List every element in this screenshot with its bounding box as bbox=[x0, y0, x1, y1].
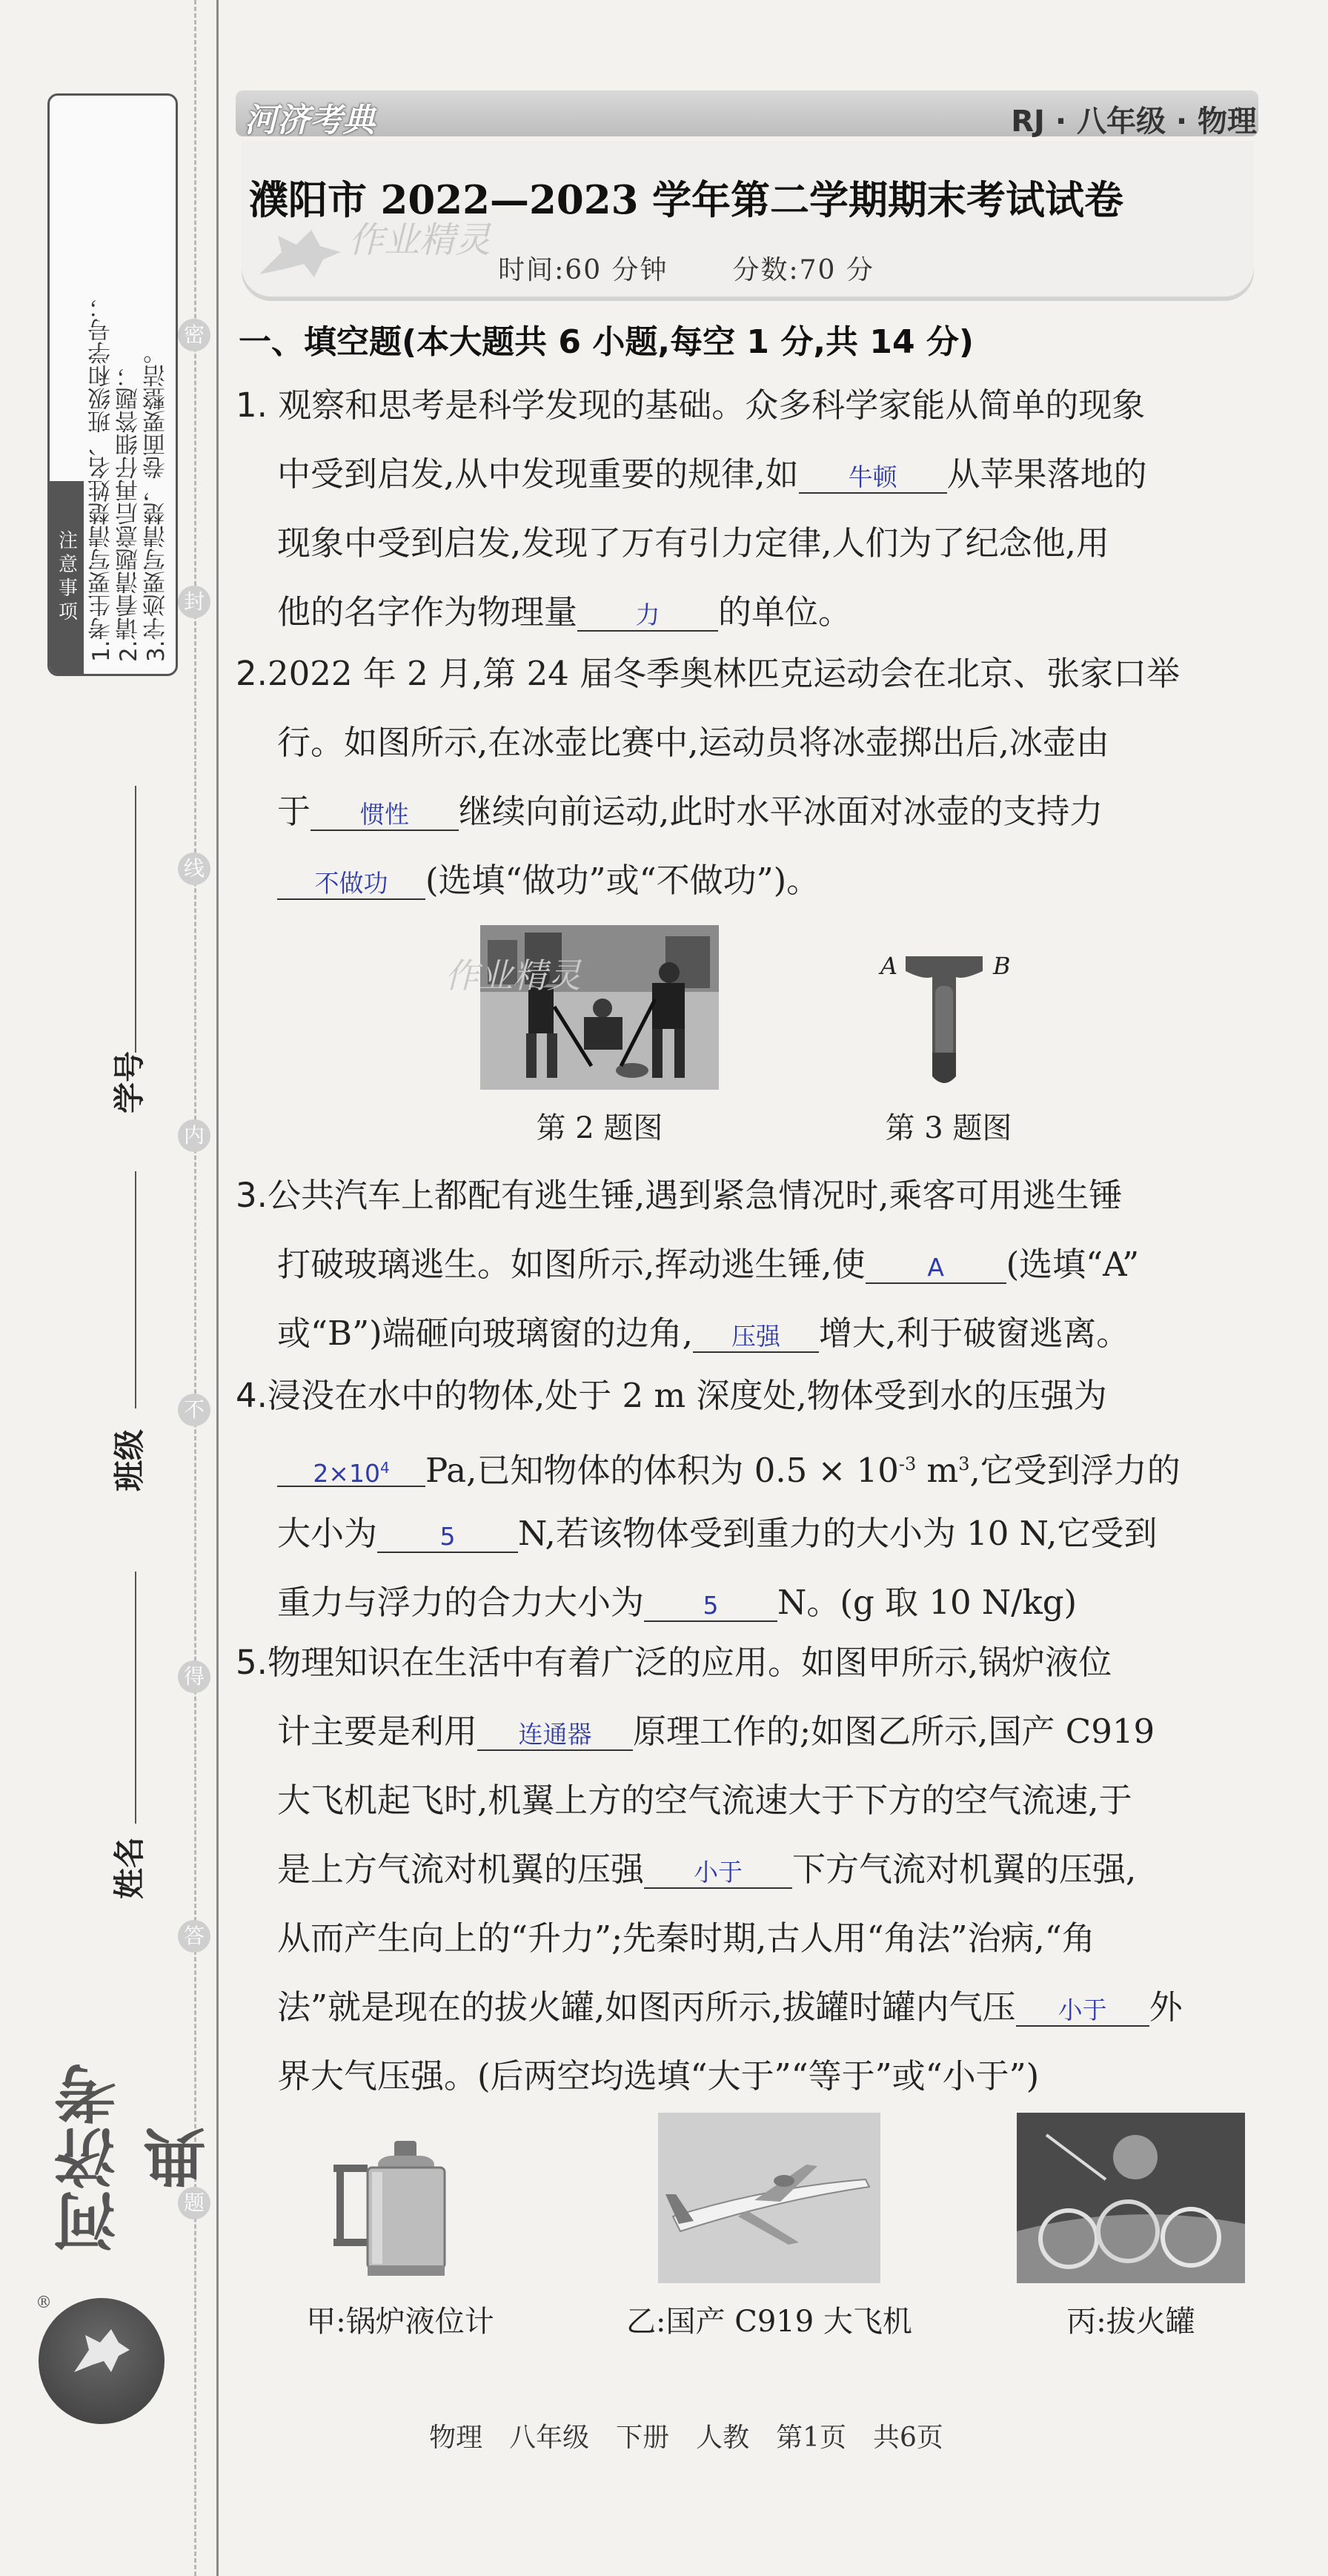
answer-blank[interactable] bbox=[1016, 1990, 1149, 2027]
answer-text: 5 bbox=[703, 1591, 719, 1620]
question-text: 观察和思考是科学发现的基础。众多科学家能从简单的现象 bbox=[278, 385, 1146, 425]
answer-text bbox=[313, 1459, 389, 1488]
question-text: 打破玻璃逃生。如图所示,挥动逃生锤,使 bbox=[277, 1245, 866, 1284]
answer-text: A bbox=[927, 1253, 944, 1282]
question-number: 3. bbox=[236, 1176, 268, 1215]
registered-mark: ® bbox=[36, 2294, 52, 2312]
question-text: 于 bbox=[277, 792, 311, 831]
airplane-icon bbox=[658, 2113, 880, 2283]
answer-blank[interactable] bbox=[866, 1247, 1006, 1284]
question-text: 行。如图所示,在冰壶比赛中,运动员将冰壶掷出后,冰壶由 bbox=[277, 723, 1109, 762]
exam-score: 分数:70 分 bbox=[732, 255, 874, 285]
answer-blank[interactable] bbox=[311, 794, 459, 831]
section-heading: 一、填空题(本大题共 6 小题,每空 1 分,共 14 分) bbox=[239, 323, 975, 361]
question-text: 重力与浮力的合力大小为 bbox=[277, 1583, 645, 1622]
seal-char: 题 bbox=[178, 2187, 210, 2219]
answer-blank[interactable] bbox=[644, 1585, 777, 1622]
answer-blank[interactable] bbox=[644, 1852, 792, 1889]
class-label: 班级 bbox=[111, 1428, 148, 1492]
unit-text: m bbox=[916, 1451, 959, 1490]
question-text: (选填“A” bbox=[1006, 1245, 1140, 1284]
question-text: 从苹果落地的 bbox=[946, 454, 1147, 494]
escape-hammer-figure bbox=[874, 941, 1011, 1097]
answer-blank[interactable] bbox=[477, 1714, 633, 1751]
watermark: 作业精灵 bbox=[445, 956, 581, 996]
answer-text: 小于 bbox=[694, 1858, 743, 1887]
notice-item: 1.考生要写清楚姓名、班级和学号； bbox=[88, 295, 115, 662]
cupping-jars-icon bbox=[1017, 2113, 1245, 2283]
exponent: 3 bbox=[958, 1454, 970, 1474]
question-text: 浸没在水中的物体,处于 2 m 深度处,物体受到水的压强为 bbox=[267, 1376, 1107, 1415]
page-footer: 物理 八年级 下册 人教 第1页 共6页 bbox=[429, 2423, 943, 2453]
answer-text: 不做功 bbox=[314, 869, 388, 898]
answer-base: 2×10 bbox=[313, 1459, 380, 1488]
question-text: 计主要是利用 bbox=[277, 1712, 478, 1751]
c919-photo bbox=[658, 2113, 880, 2283]
question-text: N。(g 取 10 N/kg) bbox=[777, 1583, 1078, 1622]
answer-text: 压强 bbox=[731, 1322, 780, 1351]
question-number: 2. bbox=[236, 654, 268, 693]
student-id-label: 学号 bbox=[111, 1050, 148, 1114]
question-number: 5. bbox=[236, 1643, 268, 1682]
answer-text: 牛顿 bbox=[848, 463, 897, 491]
question-5 bbox=[236, 1628, 1273, 2110]
answer-blank[interactable] bbox=[799, 457, 947, 494]
question-4 bbox=[236, 1361, 1273, 1637]
figure-caption: 丙:拔火罐 bbox=[1066, 2305, 1195, 2339]
answer-blank[interactable] bbox=[693, 1316, 819, 1353]
question-3 bbox=[236, 1161, 1273, 1368]
figure-caption: 乙:国产 C919 大飞机 bbox=[626, 2305, 912, 2339]
watermark: 作业精灵 bbox=[348, 219, 491, 261]
notice-title: 注意事项 bbox=[50, 481, 84, 674]
binding-margin bbox=[0, 0, 222, 2576]
question-text: 界大气压强。(后两空均选填“大于”“等于”或“小于”) bbox=[277, 2056, 1040, 2096]
answer-blank[interactable] bbox=[377, 1516, 518, 1553]
end-label-a: A bbox=[880, 952, 898, 980]
notice-item: 3.字迹要写清楚，卷面要整洁。 bbox=[143, 341, 170, 662]
boiler-icon bbox=[326, 2135, 474, 2283]
question-2 bbox=[236, 639, 1273, 915]
answer-text: 力 bbox=[635, 600, 660, 629]
seal-char: 答 bbox=[178, 1920, 210, 1953]
name-label: 姓名 bbox=[111, 1836, 148, 1900]
answer-blank[interactable] bbox=[277, 863, 425, 900]
figure-caption: 甲:锅炉液位计 bbox=[306, 2305, 494, 2339]
answer-text: 小于 bbox=[1058, 1996, 1107, 2024]
question-text: 2022 年 2 月,第 24 届冬季奥林匹克运动会在北京、张家口举 bbox=[267, 654, 1181, 693]
answer-text: 连通器 bbox=[518, 1720, 592, 1749]
boiler-level-gauge-figure bbox=[326, 2135, 474, 2283]
question-number: 1. bbox=[236, 385, 268, 425]
question-text: 他的名字作为物理量 bbox=[277, 592, 578, 632]
seal-char: 得 bbox=[178, 1661, 210, 1693]
question-text: 从而产生向上的“升力”;先秦时期,古人用“角法”治病,“角 bbox=[277, 1918, 1095, 1958]
answer-exponent: 4 bbox=[379, 1459, 390, 1477]
question-text: N,若该物体受到重力的大小为 10 N,它受到 bbox=[518, 1514, 1158, 1553]
seal-char: 密 bbox=[178, 319, 210, 351]
cupping-photo bbox=[1017, 2113, 1245, 2283]
answer-blank[interactable] bbox=[577, 595, 718, 632]
question-text: 外 bbox=[1149, 1987, 1183, 2027]
question-text: 公共汽车上都配有逃生锤,遇到紧急情况时,乘客可用逃生锤 bbox=[267, 1176, 1123, 1215]
name-line[interactable] bbox=[135, 1572, 136, 1824]
question-number: 4. bbox=[236, 1376, 268, 1415]
question-text: 原理工作的;如图乙所示,国产 C919 bbox=[633, 1712, 1155, 1751]
brand-logo-text: 河济考典 bbox=[53, 2062, 216, 2253]
question-text: 增大,利于破窗逃离。 bbox=[818, 1314, 1130, 1353]
answer-text: 5 bbox=[439, 1522, 456, 1551]
brand-horse-logo bbox=[39, 2298, 165, 2424]
question-text: 大小为 bbox=[277, 1514, 378, 1553]
answer-text: 惯性 bbox=[360, 800, 410, 829]
question-text: 法”就是现在的拔火罐,如图丙所示,拔罐时罐内气压 bbox=[277, 1987, 1016, 2027]
horse-icon bbox=[67, 2320, 136, 2387]
question-text: 的单位。 bbox=[718, 592, 852, 632]
question-text: 物理知识在生活中有着广泛的应用。如图甲所示,锅炉液位 bbox=[267, 1643, 1112, 1682]
exam-time: 时间:60 分钟 bbox=[498, 255, 668, 285]
question-text: 现象中受到启发,发现了万有引力定律,人们为了纪念他,用 bbox=[277, 523, 1109, 563]
question-text: 大飞机起飞时,机翼上方的空气流速大于下方的空气流速,于 bbox=[277, 1781, 1132, 1820]
seal-char: 内 bbox=[178, 1119, 210, 1152]
question-text: 或“B”)端砸向玻璃窗的边角, bbox=[277, 1314, 693, 1353]
question-text: 继续向前运动,此时水平冰面对冰壶的支持力 bbox=[459, 792, 1103, 831]
end-label-b: B bbox=[993, 952, 1011, 980]
question-text: (选填“做功”或“不做功”)。 bbox=[425, 861, 820, 900]
figure-caption: 第 2 题图 bbox=[536, 1111, 663, 1145]
class-line[interactable] bbox=[135, 1171, 136, 1408]
answer-blank[interactable] bbox=[277, 1450, 425, 1487]
question-text: 下方气流对机翼的压强, bbox=[792, 1850, 1137, 1889]
seal-char: 线 bbox=[178, 852, 210, 885]
seal-char: 不 bbox=[178, 1394, 210, 1426]
seal-char: 封 bbox=[178, 586, 210, 618]
series-tag: RJ · 八年级 · 物理 bbox=[1011, 105, 1257, 139]
exam-meta bbox=[0, 249, 1328, 287]
exam-title: 濮阳市 2022—2023 学年第二学期期末考试试卷 bbox=[249, 177, 1123, 223]
question-text: Pa,已知物体的体积为 0.5 × 10 bbox=[425, 1451, 899, 1490]
margin-border-line bbox=[216, 0, 219, 2576]
question-text: 中受到启发,从中发现重要的规律,如 bbox=[277, 454, 799, 494]
notice-item: 2.请看清题意后再仔细答题； bbox=[116, 364, 142, 662]
question-1 bbox=[236, 371, 1273, 646]
exponent: -3 bbox=[898, 1454, 917, 1474]
question-text: 是上方气流对机翼的压强 bbox=[277, 1850, 645, 1889]
figure-caption: 第 3 题图 bbox=[885, 1111, 1012, 1145]
header-brand: 河济考典 bbox=[245, 102, 375, 139]
student-id-line[interactable] bbox=[135, 786, 136, 1053]
question-text: ,它受到浮力的 bbox=[969, 1451, 1181, 1490]
